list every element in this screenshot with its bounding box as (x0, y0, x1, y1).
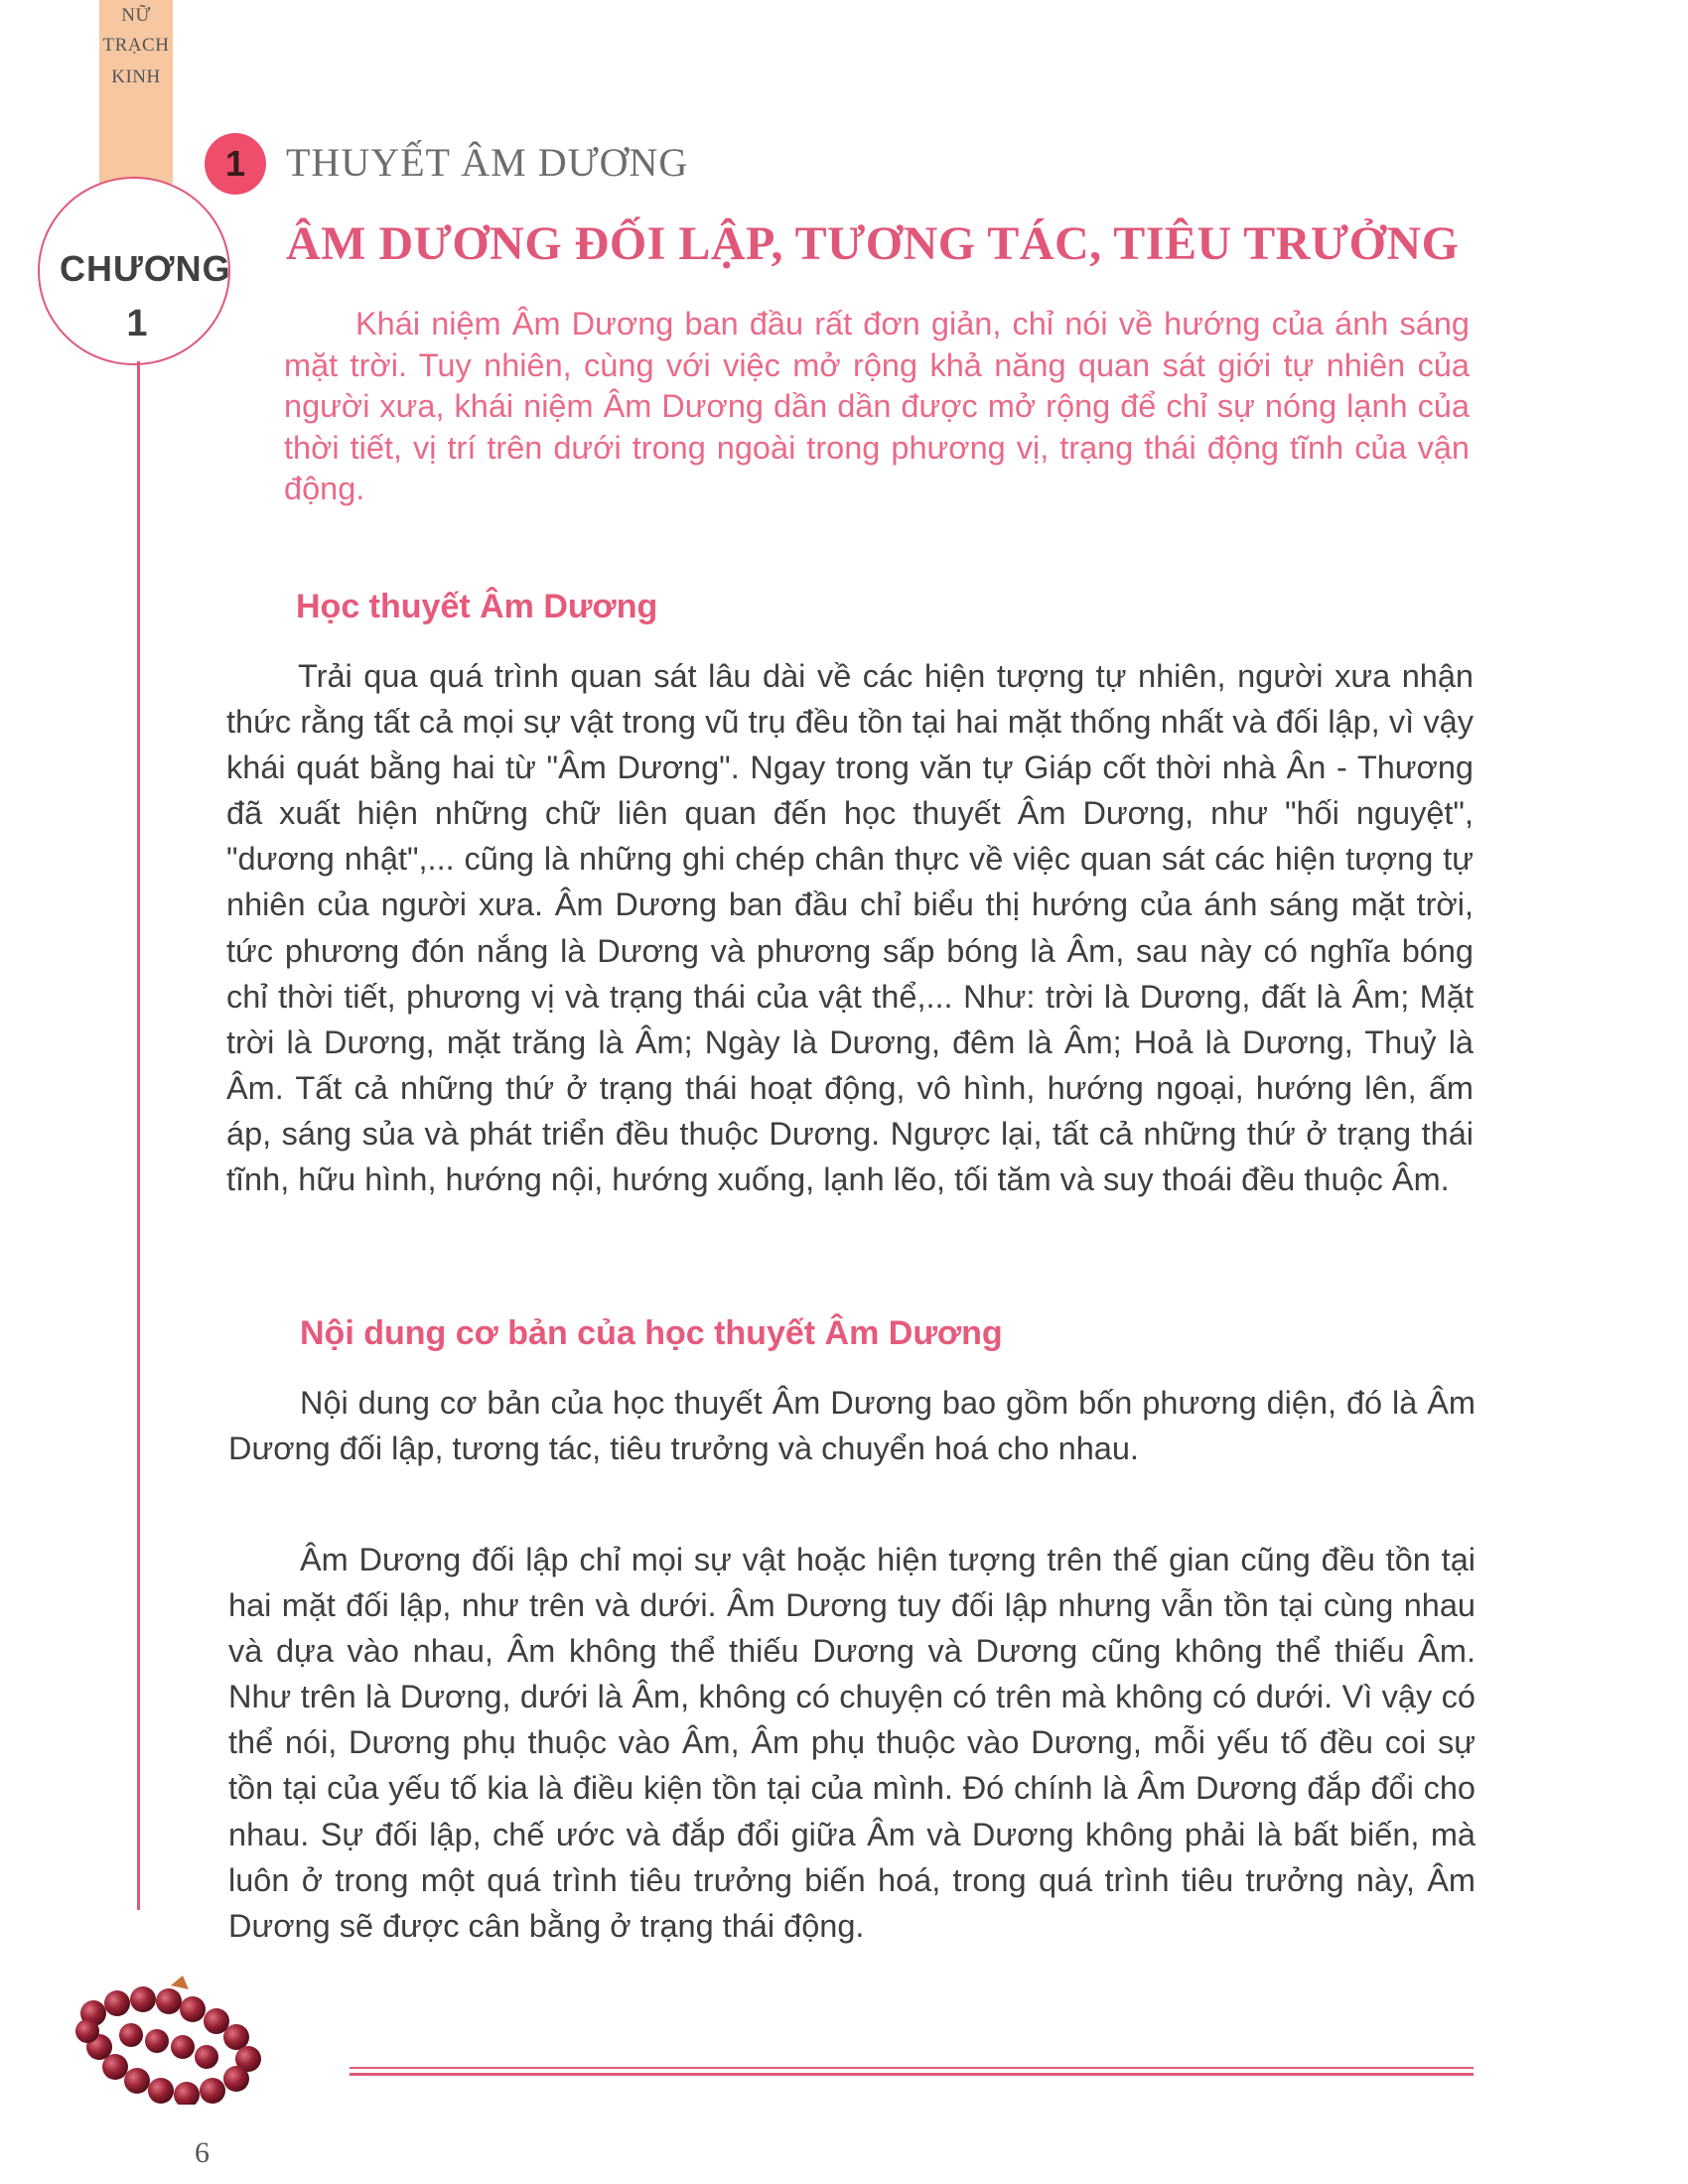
body-paragraph: Nội dung cơ bản của học thuyết Âm Dương bao gồm bốn phương diện, đó là Âm Dương đối lập, tương tác, tiêu trưởng và chuyển hoá cho nhau. (228, 1385, 1476, 1467)
body-paragraph: Trải qua quá trình quan sát lâu dài về các hiện tượng tự nhiên, người xưa nhận thức rằng tất cả mọi sự vật trong vũ trụ đều tồn tại hai mặt thống nhất và đối lập, vì vậy khái quát bằng hai từ "Âm Dương". Ngay trong văn tự Giáp cốt thời nhà Ân - Thương đã xuất hiện những chữ liên quan đến học thuyết Âm Dương, như "hối nguyệt", "dương nhật",... cũng là những ghi chép chân thực về việc quan sát các hiện tượng tự nhiên của người xưa. Âm Dương ban đầu chỉ biểu thị hướng của ánh sáng mặt trời, tức phương đón nắng là Dương và phương sấp bóng là Âm, sau này có nghĩa bóng chỉ thời tiết, phương vị và trạng thái của vật thể,... Như: trời là Dương, đất là Âm; Mặt trời là Dương, mặt trăng là Âm; Ngày là Dương, đêm là Âm; Hoả là Dương, Thuỷ là Âm. Tất cả những thứ ở trạng thái hoạt động, vô hình, hướng ngoại, hướng lên, ấm áp, sáng sủa và phát triển đều thuộc Dương. Ngược lại, tất cả những thứ ở trạng thái tĩnh, hữu hình, hướng nội, hướng xuống, lạnh lẽo, tối tăm và suy thoái đều thuộc Âm. (226, 658, 1474, 1198)
body-paragraph: Âm Dương đối lập chỉ mọi sự vật hoặc hiện tượng trên thế gian cũng đều tồn tại hai mặt đối lập, như trên và dưới. Âm Dương tuy đối lập nhưng vẫn tồn tại cùng nhau và dựa vào nhau, Âm không thể thiếu Dương và Dương cũng không thể thiếu Âm. Như trên là Dương, dưới là Âm, không có chuyện có trên mà không có dưới. Vì vậy có thể nói, Dương phụ thuộc vào Âm, Âm phụ thuộc vào Dương, mỗi yếu tố đều coi sự tồn tại của yếu tố kia là điều kiện tồn tại của mình. Đó chính là Âm Dương đắp đổi cho nhau. Sự đối lập, chế ước và đắp đổi giữa Âm và Dương không phải là bất biến, mà luôn ở trong một quá trình tiêu trưởng biến hoá, trong quá trình tiêu trưởng này, Âm Dương sẽ được cân bằng ở trạng thái động. (228, 1542, 1476, 1944)
book-title-line: TRẠCH (102, 35, 170, 56)
subheading: Học thuyết Âm Dương (296, 588, 658, 625)
chapter-word: CHƯƠNG (60, 248, 231, 289)
section-number-badge: 1 (205, 133, 266, 195)
section-label: THUYẾT ÂM DƯƠNG (286, 140, 689, 185)
book-title-line: KINH (111, 67, 161, 87)
intro-paragraph: Khái niệm Âm Dương ban đầu rất đơn giản, chỉ nói về hướng của ánh sáng mặt trời. Tuy nhiên, cùng với việc mở rộng khả năng quan sát giới tự nhiên của người xưa, khái niệm Âm Dương dần dần được mở rộng để chỉ sự nóng lạnh của thời tiết, vị trí trên dưới trong ngoài trong phương vị, trạng thái động tĩnh của vận động. (284, 306, 1470, 506)
footer-rule (350, 2067, 1474, 2077)
prayer-beads-icon (71, 1976, 270, 2105)
book-title-line: NỮ (121, 5, 151, 26)
margin-rule (137, 361, 140, 1910)
chapter-number: 1 (126, 303, 148, 344)
subheading: Nội dung cơ bản của học thuyết Âm Dương (300, 1314, 1003, 1352)
page-title: ÂM DƯƠNG ĐỐI LẬP, TƯƠNG TÁC, TIÊU TRƯỞNG (286, 217, 1460, 270)
page-number: 6 (195, 2136, 210, 2169)
book-title-tab (99, 0, 173, 184)
